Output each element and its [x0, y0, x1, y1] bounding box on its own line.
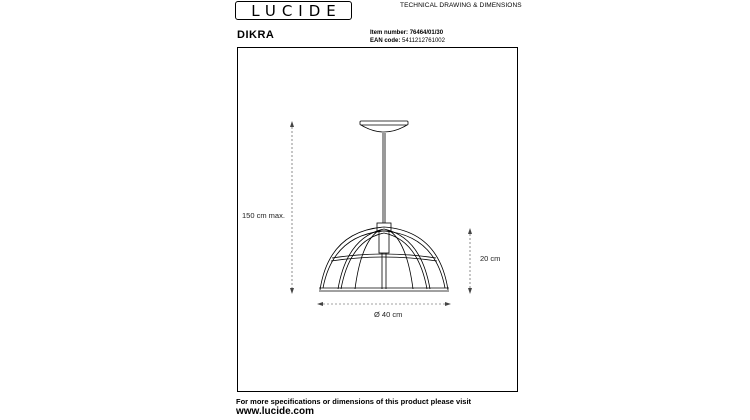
height-dimension-label: 150 cm max. [242, 211, 285, 220]
product-name: DIKRA [237, 29, 275, 41]
website-link[interactable]: www.lucide.com [236, 406, 314, 417]
ceiling-canopy [360, 121, 408, 137]
diameter-label: Ø 40 cm [374, 310, 403, 319]
shade-height-label: 20 cm [480, 254, 501, 263]
ean-row [370, 37, 445, 45]
shade-height-dimension-line [468, 228, 472, 294]
ean-label: EAN code: [370, 38, 401, 44]
item-number-value: 76464/01/30 [409, 30, 444, 36]
document-title: TECHNICAL DRAWING & DIMENSIONS [400, 2, 522, 9]
item-number-row [370, 29, 445, 37]
suspension-cable [383, 137, 385, 223]
product-meta [370, 29, 445, 45]
footer-note: For more specifications or dimensions of this product please visit [236, 397, 472, 406]
ean-value: 5411212761002 [402, 38, 445, 44]
diameter-dimension-line [317, 302, 451, 306]
height-dimension-line [290, 121, 294, 294]
lucide-logo: LUCIDE [235, 1, 352, 20]
lamp-socket [379, 231, 389, 253]
item-number-label: Item number: [370, 30, 409, 36]
